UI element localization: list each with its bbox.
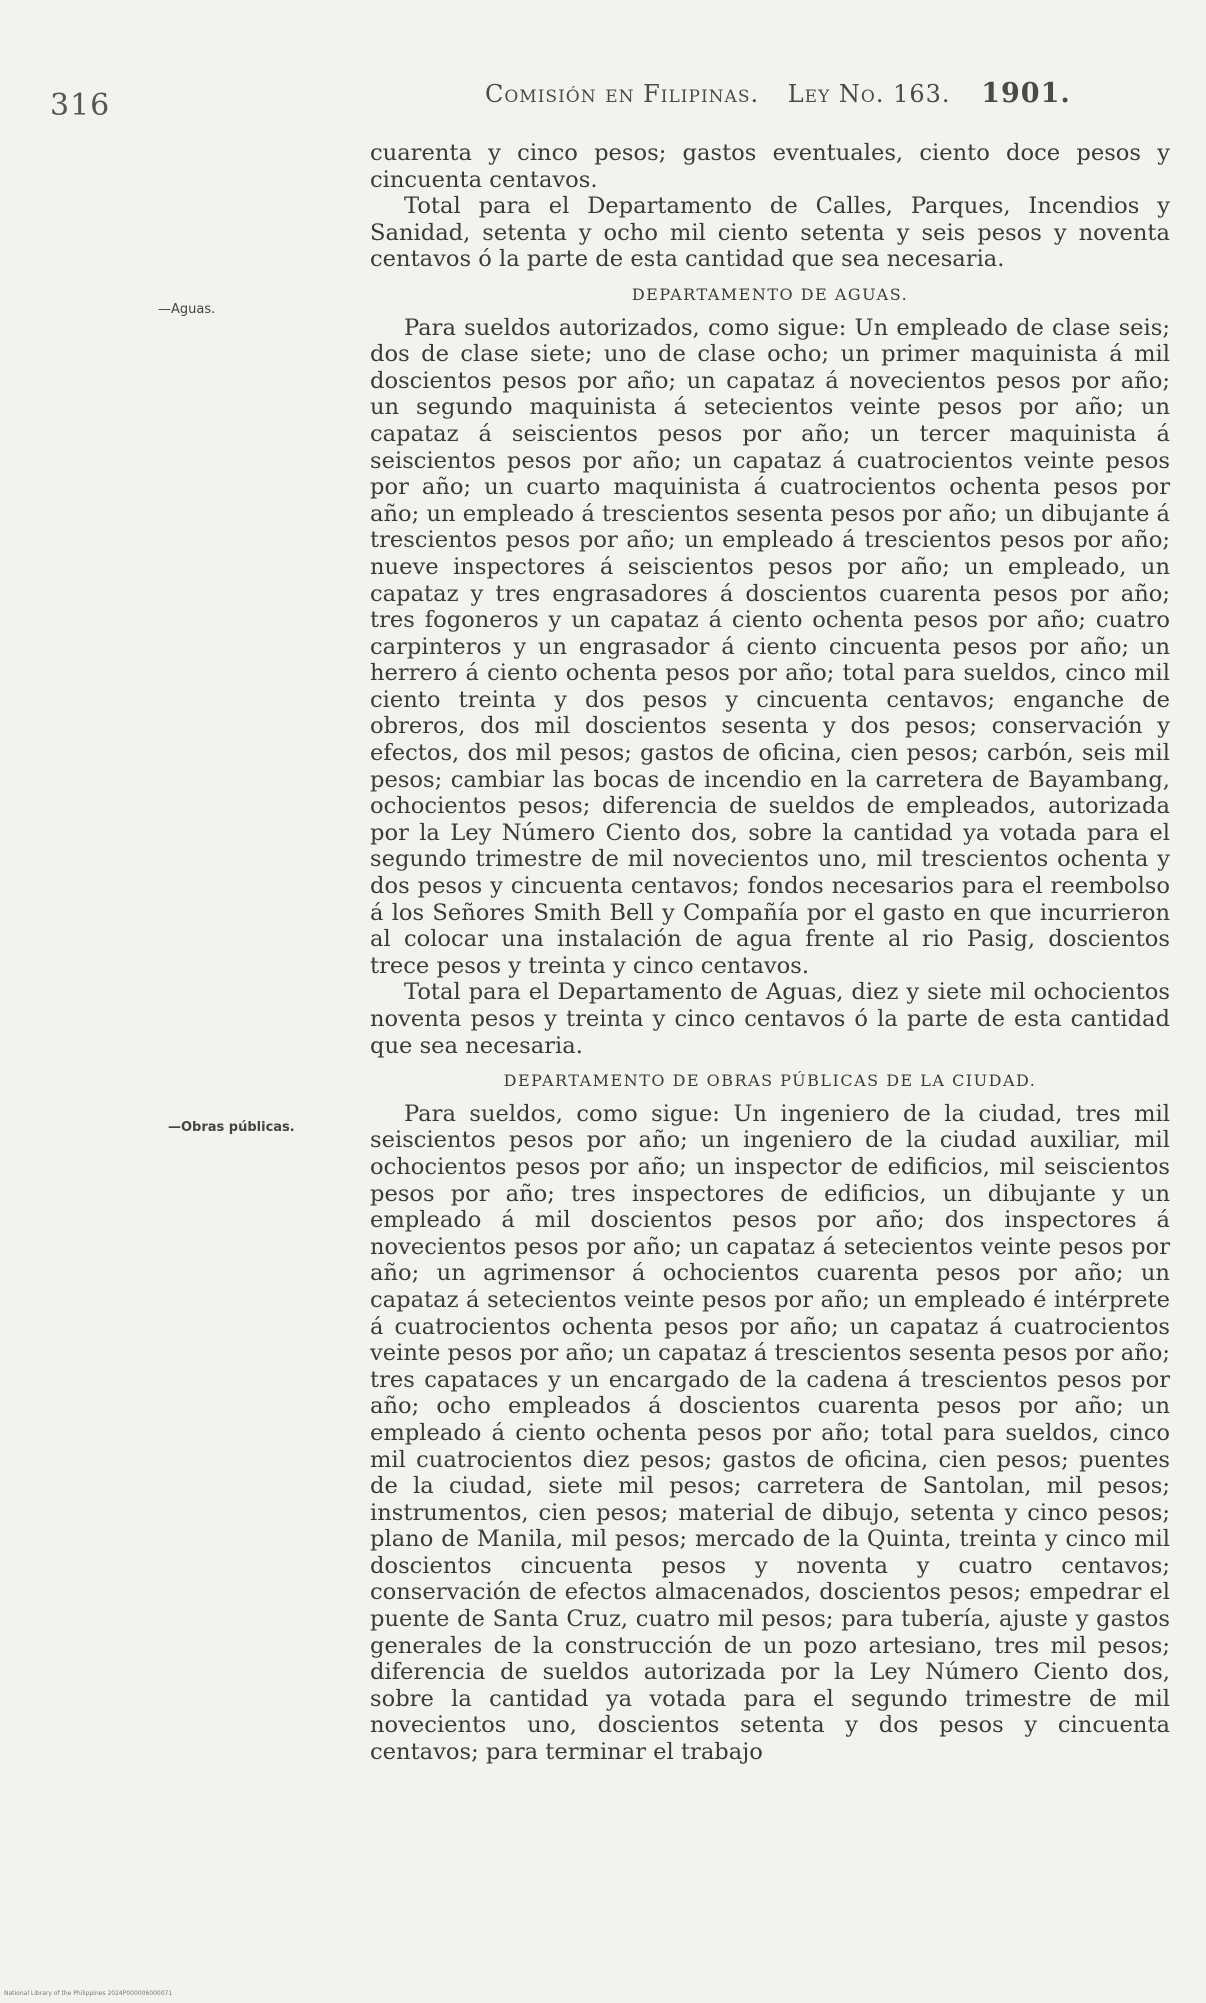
body-column [370, 140, 1170, 1766]
running-head-year: 1901. [981, 78, 1071, 109]
paragraph-obras-sueldos: Para sueldos, como sigue: Un ingeniero de la ciudad, tres mil seiscientos pesos por año; un ingeniero de la ciudad auxiliar, mil ochocientos pesos por año; un inspector de edificios, mil seiscientos pesos por año; tres inspectores de edificios, un dibujante y un empleado á mil doscientos pesos por año; dos inspectores á novecientos pesos por año; un capataz á setecientos veinte pesos por año; un agrimensor á ochocientos cuarenta pesos por año; un capataz á setecientos veinte pesos por año; un empleado é intérprete á cuatrocientos ochenta pesos por año; un capataz á cuatrocientos veinte pesos por año; un capataz á trescientos sesenta pesos por año; tres capataces y un encargado de la cadena á trescientos pesos por año; ocho empleados á doscientos cuarenta pesos por año; un empleado á ciento ochenta pesos por año; total para sueldos, cinco mil cuatrocientos diez pesos; gastos de oficina, cien pesos; puentes de la ciudad, siete mil pesos; carretera de Santolan, mil pesos; instrumentos, cien pesos; material de dibujo, setenta y cinco pesos; plano de Manila, mil pesos; mercado de la Quinta, treinta y cinco mil doscientos cincuenta pesos y noventa y cuatro centavos; conservación de efectos almacenados, doscientos pesos; empedrar el puente de Santa Cruz, cuatro mil pesos; para tubería, ajuste y gastos generales de la construcción de un pozo artesiano, tres mil pesos; diferencia de sueldos autorizada por la Ley Número Ciento dos, sobre la cantidad ya votada para el segundo trimestre de mil novecientos uno, doscientos setenta y dos pesos y cincuenta centavos; para terminar el trabajo [370, 1100, 1170, 1766]
side-note-obras: —Obras públicas. [168, 1120, 295, 1135]
heading-obras-publicas: DEPARTAMENTO DE OBRAS PÚBLICAS DE LA CIUDAD. [503, 1071, 1037, 1091]
footer-credit: National Library of the Philippines 2024P000006000071 [4, 1990, 173, 1997]
paragraph-total-calles: Total para el Departamento de Calles, Parques, Incendios y Sanidad, setenta y ocho mil ciento setenta y seis pesos y noventa centavos ó la parte de esta cantidad que sea necesaria. [370, 193, 1170, 273]
paragraph-aguas-sueldos: Para sueldos autorizados, como sigue: Un empleado de clase seis; dos de clase siete; uno de clase ocho; un primer maquinista á mil doscientos pesos por año; un capataz á novecientos pesos por año; un segundo maquinista á setecientos veinte pesos por año; un capataz á seiscientos pesos por año; un tercer maquinista á seiscientos pesos por año; un capataz á cuatrocientos veinte pesos por año; un cuarto maquinista á cuatrocientos ochenta pesos por año; un empleado á trescientos sesenta pesos por año; un dibujante á trescientos pesos por año; un empleado á trescientos pesos por año; nueve inspectores á seiscientos pesos por año; un empleado, un capataz y tres engrasadores á doscientos cuarenta pesos por año; tres fogoneros y un capataz á ciento ochenta pesos por año; cuatro carpinteros y un engrasador á ciento cincuenta pesos por año; un herrero á ciento ochenta pesos por año; total para sueldos, cinco mil ciento treinta y dos pesos y cincuenta centavos; enganche de obreros, dos mil doscientos sesenta y dos pesos; conservación y efectos, dos mil pesos; gastos de oficina, cien pesos; carbón, seis mil pesos; cambiar las bocas de incendio en la carretera de Bayambang, ochocientos pesos; diferencia de sueldos de empleados, autorizada por la Ley Número Ciento dos, sobre la cantidad ya votada para el segundo trimestre de mil novecientos uno, mil trescientos ochenta y dos pesos y cincuenta centavos; fondos necesarios para el reembolso á los Señores Smith Bell y Compañía por el gasto en que incurrieron al colocar una instalación de agua frente al rio Pasig, doscientos trece pesos y treinta y cinco centavos. [370, 314, 1170, 979]
paragraph-total-aguas: Total para el Departamento de Aguas, diez y siete mil ochocientos noventa pesos y treinta y cinco centavos ó la parte de esta cantidad que sea necesaria. [370, 979, 1170, 1059]
running-head-law: Ley No. 163. [787, 80, 951, 108]
heading-aguas: DEPARTAMENTO DE AGUAS. [631, 284, 909, 304]
side-note-aguas: —Aguas. [158, 302, 216, 317]
running-head [485, 78, 1071, 109]
running-head-title: Comisión en Filipinas. [485, 80, 760, 108]
page-number: 316 [50, 88, 111, 123]
paragraph-continuation: cuarenta y cinco pesos; gastos eventuales, ciento doce pesos y cincuenta centavos. [370, 140, 1170, 193]
